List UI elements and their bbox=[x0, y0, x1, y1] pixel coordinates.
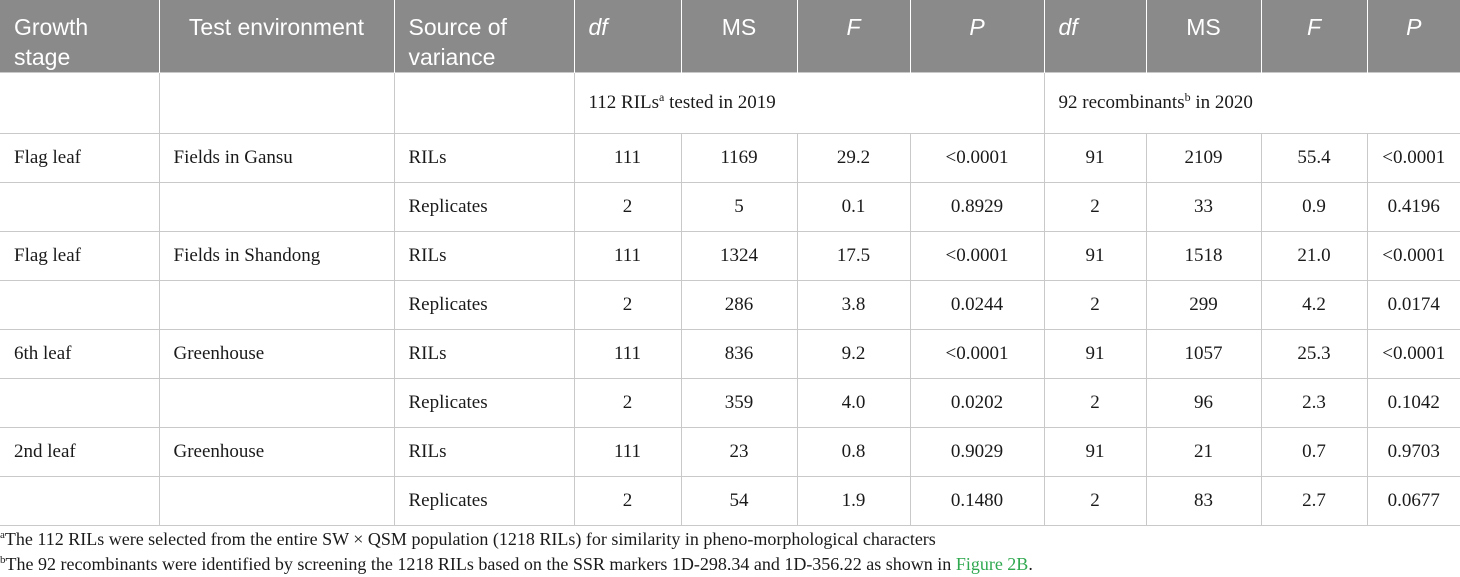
cell-test-environment bbox=[159, 379, 394, 428]
group-empty-cell bbox=[394, 73, 574, 134]
cell-df-2019: 2 bbox=[574, 379, 681, 428]
cell-f-2020: 2.3 bbox=[1261, 379, 1367, 428]
cell-growth-stage: Flag leaf bbox=[0, 232, 159, 281]
cell-p-2020: 0.0174 bbox=[1367, 281, 1460, 330]
header-test-environment: Test environment bbox=[159, 0, 394, 73]
footnote-b-mark: b bbox=[1184, 90, 1191, 104]
cell-f-2019: 0.1 bbox=[797, 183, 910, 232]
cell-df-2019: 2 bbox=[574, 183, 681, 232]
cell-growth-stage: 6th leaf bbox=[0, 330, 159, 379]
table-row bbox=[0, 379, 1460, 428]
cell-source-of-variance: RILs bbox=[394, 232, 574, 281]
cell-f-2020: 55.4 bbox=[1261, 134, 1367, 183]
figure-2b-link[interactable]: Figure 2B bbox=[955, 554, 1029, 574]
cell-ms-2019: 1324 bbox=[681, 232, 797, 281]
cell-df-2020: 2 bbox=[1044, 183, 1146, 232]
cell-ms-2019: 5 bbox=[681, 183, 797, 232]
cell-growth-stage bbox=[0, 183, 159, 232]
cell-p-2020: <0.0001 bbox=[1367, 330, 1460, 379]
header-ms-2019: MS bbox=[681, 0, 797, 73]
cell-df-2020: 2 bbox=[1044, 379, 1146, 428]
group-2019-suffix: tested in 2019 bbox=[664, 92, 776, 113]
cell-f-2019: 1.9 bbox=[797, 477, 910, 526]
cell-source-of-variance: Replicates bbox=[394, 281, 574, 330]
cell-df-2020: 91 bbox=[1044, 330, 1146, 379]
cell-p-2019: 0.8929 bbox=[910, 183, 1044, 232]
cell-df-2020: 91 bbox=[1044, 428, 1146, 477]
cell-ms-2019: 23 bbox=[681, 428, 797, 477]
cell-p-2020: 0.4196 bbox=[1367, 183, 1460, 232]
cell-ms-2019: 836 bbox=[681, 330, 797, 379]
cell-test-environment: Greenhouse bbox=[159, 330, 394, 379]
cell-f-2020: 4.2 bbox=[1261, 281, 1367, 330]
cell-df-2020: 2 bbox=[1044, 281, 1146, 330]
cell-p-2020: 0.9703 bbox=[1367, 428, 1460, 477]
cell-source-of-variance: RILs bbox=[394, 330, 574, 379]
cell-df-2019: 111 bbox=[574, 330, 681, 379]
cell-ms-2020: 33 bbox=[1146, 183, 1261, 232]
cell-df-2020: 91 bbox=[1044, 232, 1146, 281]
cell-growth-stage: 2nd leaf bbox=[0, 428, 159, 477]
cell-p-2019: 0.9029 bbox=[910, 428, 1044, 477]
cell-ms-2020: 2109 bbox=[1146, 134, 1261, 183]
footnote-b bbox=[0, 552, 1460, 577]
cell-growth-stage: Flag leaf bbox=[0, 134, 159, 183]
footnote-b-symbol: b bbox=[0, 554, 6, 566]
header-p-2019: P bbox=[910, 0, 1044, 73]
cell-p-2020: 0.0677 bbox=[1367, 477, 1460, 526]
header-f-2019: F bbox=[797, 0, 910, 73]
group-empty-cell bbox=[0, 73, 159, 134]
cell-source-of-variance: Replicates bbox=[394, 477, 574, 526]
cell-df-2020: 91 bbox=[1044, 134, 1146, 183]
cell-test-environment bbox=[159, 281, 394, 330]
footnote-a bbox=[0, 527, 1460, 552]
cell-ms-2020: 1518 bbox=[1146, 232, 1261, 281]
header-f-2020: F bbox=[1261, 0, 1367, 73]
header-growth-stage: Growth stage bbox=[0, 0, 159, 73]
cell-p-2019: <0.0001 bbox=[910, 330, 1044, 379]
cell-ms-2019: 286 bbox=[681, 281, 797, 330]
cell-p-2019: 0.0202 bbox=[910, 379, 1044, 428]
cell-test-environment bbox=[159, 183, 394, 232]
header-df-2019: df bbox=[574, 0, 681, 73]
header-ms-2020: MS bbox=[1146, 0, 1261, 73]
cell-f-2019: 29.2 bbox=[797, 134, 910, 183]
cell-growth-stage bbox=[0, 379, 159, 428]
table-row bbox=[0, 330, 1460, 379]
cell-f-2019: 17.5 bbox=[797, 232, 910, 281]
header-df-2020: df bbox=[1044, 0, 1146, 73]
footnote-a-symbol: a bbox=[0, 529, 5, 541]
cell-ms-2020: 21 bbox=[1146, 428, 1261, 477]
group-row bbox=[0, 73, 1460, 134]
footnote-a-text: The 112 RILs were selected from the entire SW × QSM population (1218 RILs) for similarity in pheno-morphological characters bbox=[4, 529, 936, 549]
table-row bbox=[0, 281, 1460, 330]
cell-p-2020: 0.1042 bbox=[1367, 379, 1460, 428]
table-row bbox=[0, 477, 1460, 526]
cell-source-of-variance: RILs bbox=[394, 134, 574, 183]
table-row bbox=[0, 232, 1460, 281]
cell-source-of-variance: RILs bbox=[394, 428, 574, 477]
cell-f-2019: 9.2 bbox=[797, 330, 910, 379]
cell-growth-stage bbox=[0, 477, 159, 526]
cell-source-of-variance: Replicates bbox=[394, 379, 574, 428]
cell-ms-2019: 359 bbox=[681, 379, 797, 428]
cell-p-2019: <0.0001 bbox=[910, 232, 1044, 281]
cell-ms-2020: 1057 bbox=[1146, 330, 1261, 379]
header-source-of-variance: Source of variance bbox=[394, 0, 574, 73]
cell-df-2019: 111 bbox=[574, 134, 681, 183]
group-2019-text: 112 RILs bbox=[588, 92, 660, 113]
cell-f-2020: 0.7 bbox=[1261, 428, 1367, 477]
header-row bbox=[0, 0, 1460, 73]
cell-f-2020: 2.7 bbox=[1261, 477, 1367, 526]
footnote-b-end: . bbox=[1028, 554, 1033, 574]
cell-test-environment: Fields in Gansu bbox=[159, 134, 394, 183]
footnotes bbox=[0, 527, 1460, 577]
cell-f-2019: 0.8 bbox=[797, 428, 910, 477]
group-2020-suffix: in 2020 bbox=[1190, 92, 1253, 113]
cell-ms-2020: 299 bbox=[1146, 281, 1261, 330]
cell-f-2019: 3.8 bbox=[797, 281, 910, 330]
header-p-2020: P bbox=[1367, 0, 1460, 73]
cell-f-2019: 4.0 bbox=[797, 379, 910, 428]
cell-growth-stage bbox=[0, 281, 159, 330]
cell-df-2020: 2 bbox=[1044, 477, 1146, 526]
group-empty-cell bbox=[159, 73, 394, 134]
group-label-2019 bbox=[574, 73, 1044, 134]
cell-test-environment: Fields in Shandong bbox=[159, 232, 394, 281]
cell-test-environment: Greenhouse bbox=[159, 428, 394, 477]
footnote-b-text: The 92 recombinants were identified by screening the 1218 RILs based on the SSR markers 1D-298.34 and 1D-356.22 as shown in bbox=[5, 554, 956, 574]
cell-df-2019: 111 bbox=[574, 428, 681, 477]
table-row bbox=[0, 428, 1460, 477]
table-row bbox=[0, 134, 1460, 183]
cell-ms-2020: 96 bbox=[1146, 379, 1261, 428]
cell-df-2019: 111 bbox=[574, 232, 681, 281]
cell-p-2019: 0.0244 bbox=[910, 281, 1044, 330]
cell-p-2020: <0.0001 bbox=[1367, 232, 1460, 281]
cell-f-2020: 25.3 bbox=[1261, 330, 1367, 379]
group-2020-text: 92 recombinants bbox=[1058, 92, 1185, 113]
cell-p-2019: <0.0001 bbox=[910, 134, 1044, 183]
cell-test-environment bbox=[159, 477, 394, 526]
table-row bbox=[0, 183, 1460, 232]
cell-df-2019: 2 bbox=[574, 477, 681, 526]
cell-source-of-variance: Replicates bbox=[394, 183, 574, 232]
cell-f-2020: 0.9 bbox=[1261, 183, 1367, 232]
group-label-2020 bbox=[1044, 73, 1460, 134]
cell-p-2019: 0.1480 bbox=[910, 477, 1044, 526]
cell-df-2019: 2 bbox=[574, 281, 681, 330]
footnote-a-mark: a bbox=[659, 90, 665, 104]
cell-ms-2019: 54 bbox=[681, 477, 797, 526]
cell-ms-2019: 1169 bbox=[681, 134, 797, 183]
cell-p-2020: <0.0001 bbox=[1367, 134, 1460, 183]
cell-f-2020: 21.0 bbox=[1261, 232, 1367, 281]
cell-ms-2020: 83 bbox=[1146, 477, 1261, 526]
